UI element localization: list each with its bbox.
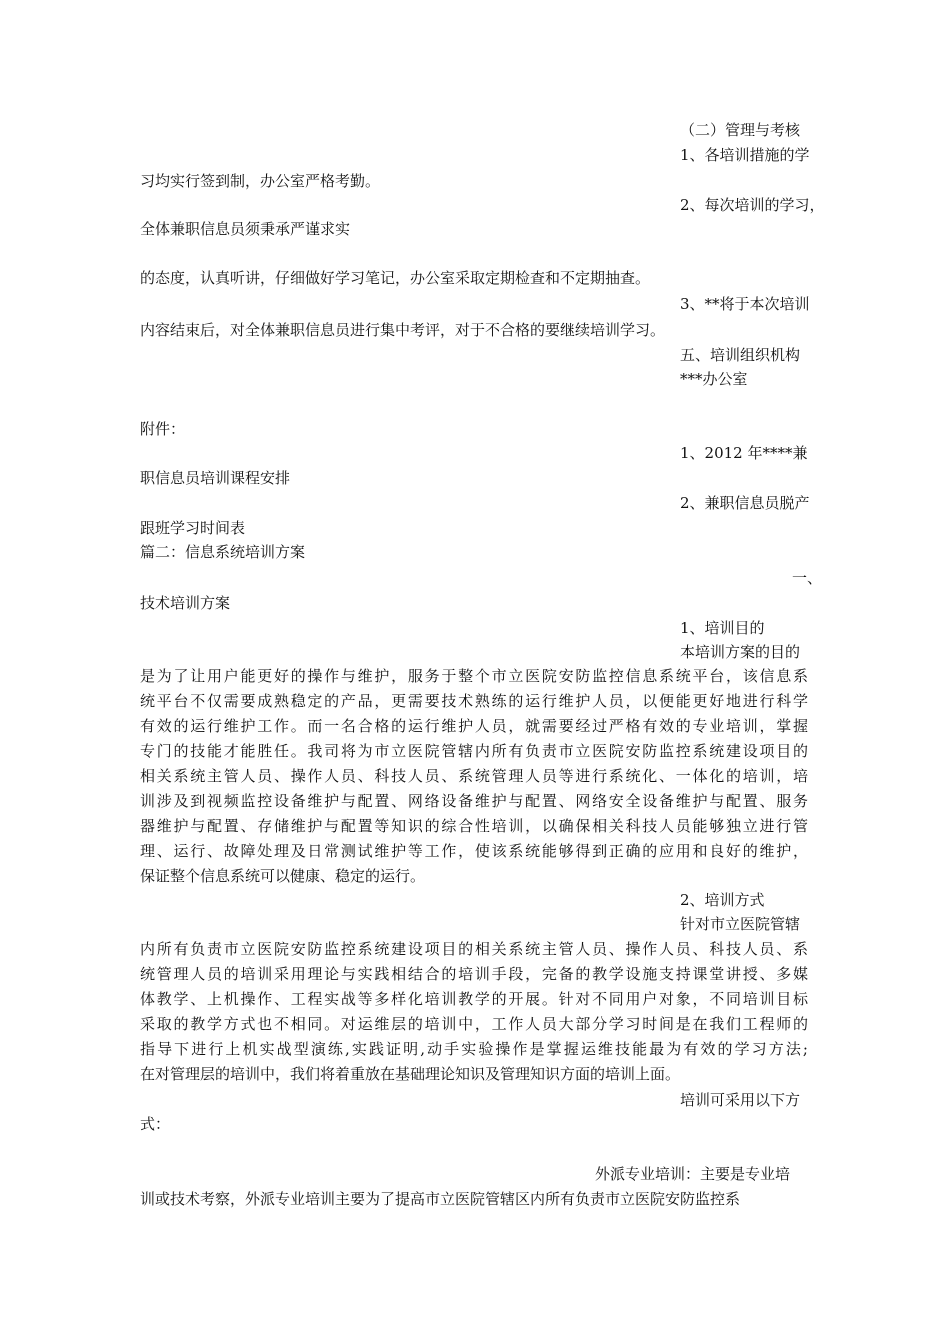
paragraph-line: 体教学、上机操作、工程实战等多样化培训教学的开展。针对不同用户对象，不同培训目标 <box>140 990 808 1008</box>
text-line: 2、兼职信息员脱产 <box>680 494 810 512</box>
section-heading-organization: 五、培训组织机构 <box>680 346 801 364</box>
text-line: 本培训方案的目的 <box>680 643 801 661</box>
section-heading-management: （二）管理与考核 <box>680 121 801 139</box>
paragraph-line: 采取的教学方式也不相同。对运维层的培训中，工作人员大部分学习时间是在我们工程师的 <box>140 1015 808 1033</box>
paragraph-line: 在对管理层的培训中，我们将着重放在基础理论知识及管理知识方面的培训上面。 <box>140 1065 681 1083</box>
paragraph-line: 统管理人员的培训采用理论与实践相结合的培训手段，完备的教学设施支持课堂讲授、多媒 <box>140 965 808 983</box>
paragraph-line: 指导下进行上机实战型演练,实践证明,动手实验操作是掌握运维技能最为有效的学习方法; <box>140 1040 808 1058</box>
text-line: 培训可采用以下方 <box>680 1091 801 1109</box>
paragraph-line: 理、运行、故障处理及日常测试维护等工作，使该系统能够得到正确的应用和良好的维护， <box>140 842 808 860</box>
text-line: 职信息员培训课程安排 <box>140 469 291 487</box>
text-line: 全体兼职信息员须秉承严谨求实 <box>140 220 351 238</box>
subheading-method: 2、培训方式 <box>680 891 765 909</box>
paragraph-line: 保证整个信息系统可以健康、稳定的运行。 <box>140 867 426 885</box>
text-line: 跟班学习时间表 <box>140 519 246 537</box>
paragraph-line: 有效的运行维护工作。而一名合格的运行维护人员，就需要经过严格有效的专业培训，掌握 <box>140 717 808 735</box>
paragraph-line: 专门的技能才能胜任。我司将为市立医院管辖内所有负责市立医院安防监控系统建设项目的 <box>140 742 808 760</box>
text-line: 针对市立医院管辖 <box>680 915 801 933</box>
paragraph-line: 训涉及到视频监控设备维护与配置、网络设备维护与配置、网络安全设备维护与配置、服务 <box>140 792 808 810</box>
text-line: 3、**将于本次培训 <box>680 295 810 313</box>
paragraph-line: 统平台不仅需要成熟稳定的产品，更需要技术熟练的运行维护人员，以便能更好地进行科学 <box>140 692 808 710</box>
section-number: 一、 <box>792 569 823 587</box>
text-line: 式： <box>140 1115 171 1133</box>
text-line: 习均实行签到制，办公室严格考勤。 <box>140 172 381 190</box>
section-heading-tech-training: 技术培训方案 <box>140 594 231 612</box>
chapter-heading: 篇二：信息系统培训方案 <box>140 543 306 561</box>
text-line: ***办公室 <box>680 370 748 388</box>
attachment-label: 附件： <box>140 420 186 438</box>
text-line: 2、每次培训的学习， <box>680 196 825 214</box>
subheading-purpose: 1、培训目的 <box>680 619 765 637</box>
paragraph-line: 内所有负责市立医院安防监控系统建设项目的相关系统主管人员、操作人员、科技人员、系 <box>140 940 808 958</box>
paragraph-line: 器维护与配置、存储维护与配置等知识的综合性培训，以确保相关科技人员能够独立进行管 <box>140 817 808 835</box>
text-line: 的态度，认真听讲，仔细做好学习笔记，办公室采取定期检查和不定期抽查。 <box>140 269 651 287</box>
paragraph-line: 训或技术考察，外派专业培训主要为了提高市立医院管辖区内所有负责市立医院安防监控系 <box>140 1190 741 1208</box>
text-line: 1、各培训措施的学 <box>680 146 810 164</box>
text-line: 1、2012 年****兼 <box>680 444 808 462</box>
paragraph-line: 是为了让用户能更好的操作与维护，服务于整个市立医院安防监控信息系统平台，该信息系 <box>140 667 808 685</box>
text-line: 内容结束后，对全体兼职信息员进行集中考评，对于不合格的要继续培训学习。 <box>140 321 666 339</box>
paragraph-line: 相关系统主管人员、操作人员、科技人员、系统管理人员等进行系统化、一体化的培训，培 <box>140 767 808 785</box>
text-line: 外派专业培训：主要是专业培 <box>595 1165 791 1183</box>
